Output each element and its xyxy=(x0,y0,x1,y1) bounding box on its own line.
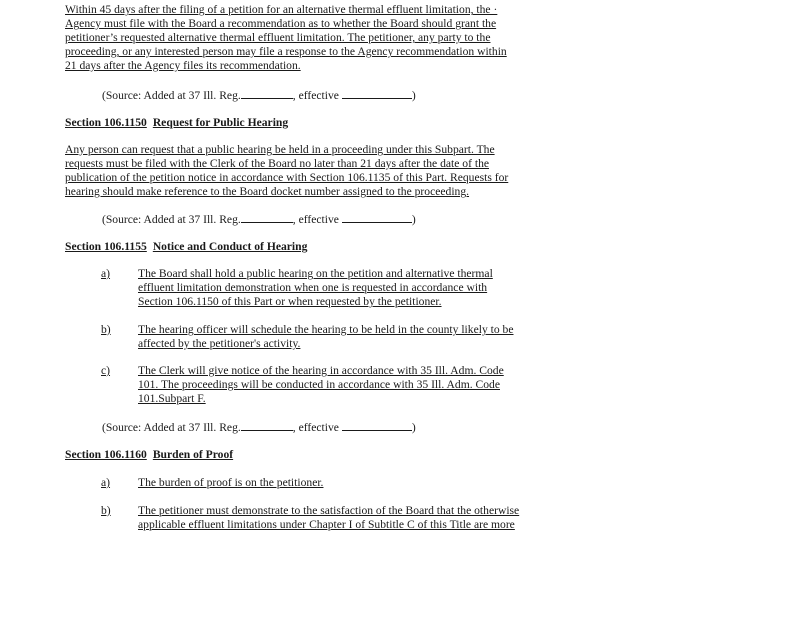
text-line: publication of the petition notice in accordance with Section 106.1135 of this Part. Requests for xyxy=(65,171,509,184)
source-middle: , effective xyxy=(292,421,339,434)
source-suffix: ) xyxy=(411,421,416,434)
section-number: Section 106.1160 xyxy=(65,448,147,461)
blank-field xyxy=(241,420,293,431)
list-item xyxy=(138,476,538,490)
source-prefix: (Source: Added at 37 Ill. Reg. xyxy=(102,421,241,434)
item-label: a) xyxy=(101,267,111,280)
blank-field xyxy=(342,88,412,99)
list-item xyxy=(138,504,538,532)
item-label: c) xyxy=(101,364,111,377)
blank-field xyxy=(241,212,293,223)
section-heading xyxy=(65,240,307,254)
text-line: requests must be filed with the Clerk of the Board no later than 21 days after the date of the xyxy=(65,157,490,170)
source-middle: , effective xyxy=(292,89,339,102)
text-line: 101.Subpart F. xyxy=(138,392,206,405)
list-item xyxy=(138,267,538,309)
text-line: affected by the petitioner's activity. xyxy=(138,337,301,350)
text-line: 101. The proceedings will be conducted in accordance with 35 Ill. Adm. Code xyxy=(138,378,500,391)
source-note xyxy=(102,420,416,435)
source-note xyxy=(102,212,416,227)
section-title: Notice and Conduct of Hearing xyxy=(152,240,308,253)
text-line: Section 106.1150 of this Part or when requested by the petitioner. xyxy=(138,295,442,308)
blank-field xyxy=(241,88,293,99)
text-line: applicable effluent limitations under Chapter I of Subtitle C of this Title are more xyxy=(138,518,515,531)
section-title: Request for Public Hearing xyxy=(152,116,289,129)
text-line: Agency must file with the Board a recommendation as to whether the Board should grant the xyxy=(65,17,497,30)
text-line: The Clerk will give notice of the hearing in accordance with 35 Ill. Adm. Code xyxy=(138,364,504,377)
list-item xyxy=(138,323,538,351)
source-suffix: ) xyxy=(411,89,416,102)
source-prefix: (Source: Added at 37 Ill. Reg. xyxy=(102,89,241,102)
text-line: effluent limitation demonstration when one is requested in accordance with xyxy=(138,281,488,294)
item-label: b) xyxy=(101,323,111,336)
text-line: 21 days after the Agency files its recommendation. xyxy=(65,59,301,72)
text-line: The Board shall hold a public hearing on the petition and alternative thermal xyxy=(138,267,493,280)
section-heading xyxy=(65,448,233,462)
section-heading xyxy=(65,116,288,130)
text-line: proceeding, or any interested person may file a response to the Agency recommendation within xyxy=(65,45,507,58)
blank-field xyxy=(342,212,412,223)
text-line: petitioner’s requested alternative thermal effluent limitation. The petitioner, any party to the xyxy=(65,31,491,44)
section-number: Section 106.1150 xyxy=(65,116,147,129)
source-note xyxy=(102,88,416,103)
list-item xyxy=(138,364,538,406)
section-number: Section 106.1155 xyxy=(65,240,147,253)
section-title: Burden of Proof xyxy=(152,448,234,461)
text-line: The hearing officer will schedule the hearing to be held in the county likely to be xyxy=(138,323,514,336)
text-line: Any person can request that a public hearing be held in a proceeding under this Subpart. The xyxy=(65,143,495,156)
intro-paragraph xyxy=(65,3,535,73)
text-line: hearing should make reference to the Board docket number assigned to the proceeding. xyxy=(65,185,470,198)
text-line: Within 45 days after the filing of a petition for an alternative thermal effluent limitation, the · xyxy=(65,3,498,16)
blank-field xyxy=(342,420,412,431)
text-line: The burden of proof is on the petitioner. xyxy=(138,476,324,489)
item-label: b) xyxy=(101,504,111,517)
source-prefix: (Source: Added at 37 Ill. Reg. xyxy=(102,213,241,226)
item-label: a) xyxy=(101,476,111,489)
section-paragraph xyxy=(65,143,535,199)
source-suffix: ) xyxy=(411,213,416,226)
text-line: The petitioner must demonstrate to the satisfaction of the Board that the otherwise xyxy=(138,504,520,517)
source-middle: , effective xyxy=(292,213,339,226)
